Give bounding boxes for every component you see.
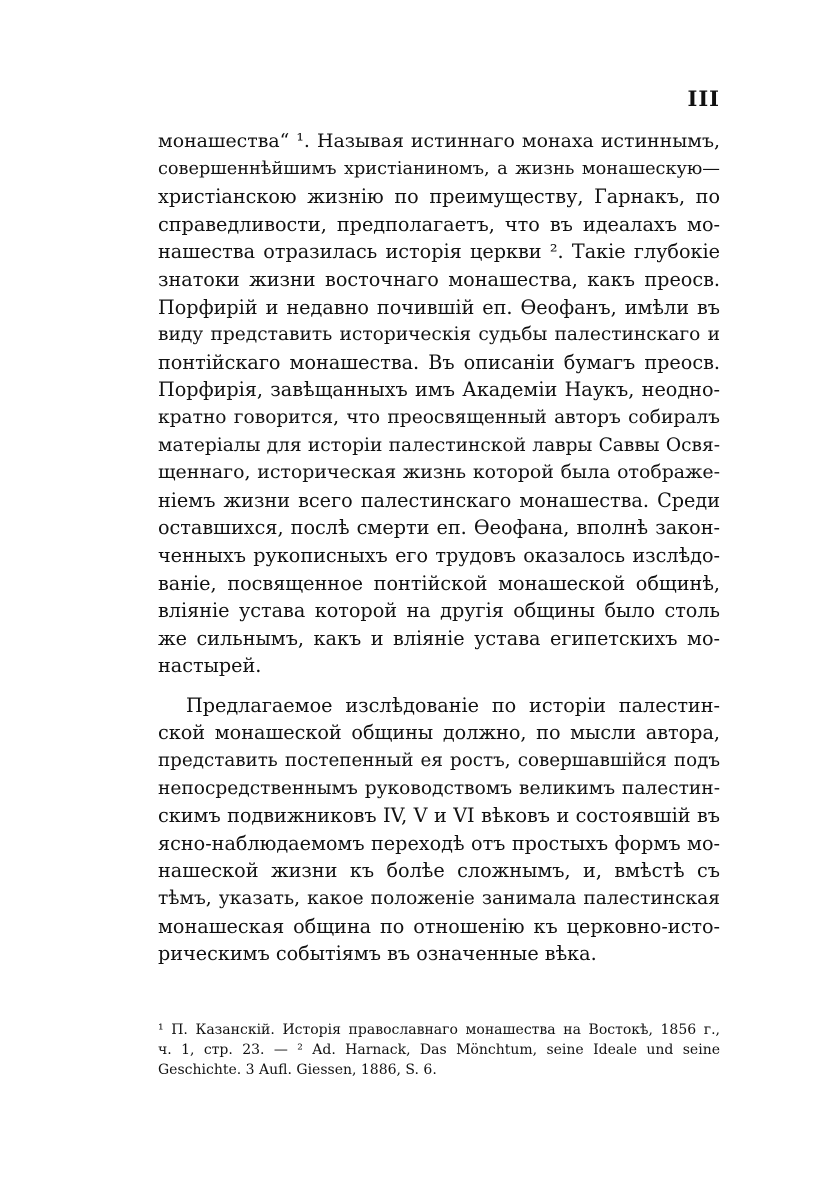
footnote-line: Geschichte. 3 Aufl. Giessen, 1886, S. 6. [158,1062,437,1078]
text-line: непосредственнымъ руководствомъ великимъ палестин- [158,777,720,799]
text-line: ніемъ жизни всего палестинскаго монашества. Среди [158,488,720,512]
text-line: кратно говорится, что преосвященный авторъ собиралъ [158,406,720,428]
text-line: монашества“ ¹. Называя истиннаго монаха истиннымъ, [158,130,720,152]
text-line: ясно-наблюдаемомъ переходѣ отъ простыхъ формъ мо- [158,831,720,855]
text-line: щеннаго, историческая жизнь которой была отображе- [158,461,720,484]
text-line: ваніе, посвященное понтійской монашеской общинѣ, [158,571,720,595]
text-line: матеріалы для исторіи палестинской лавры Саввы Освя- [158,434,720,456]
footnote-line: ¹ П. Казанскій. Исторія православнаго монашества на Востокѣ, 1856 г., [158,1022,720,1038]
page-number: III [687,86,720,111]
text-line: ской монашеской общины должно, по мысли автора, [158,721,720,745]
text-line: христіанскою жизнію по преимуществу, Гарнакъ, по [158,185,720,209]
text-line: Порфирія, завѣщанныхъ имъ Академіи Наукъ, неодно- [158,378,720,402]
text-line: виду представить историческія судьбы палестинскаго и [158,324,720,346]
text-line: скимъ подвижниковъ IV, V и VI вѣковъ и состоявшій въ [158,804,720,828]
text-line: оставшихся, послѣ смерти еп. Ѳеофана, вполнѣ закон- [158,516,720,540]
text-line: нашеской жизни къ болѣе сложнымъ, и, вмѣстѣ съ [158,859,720,883]
footnote-line: ч. 1, стр. 23. — ² Ad. Harnack, Das Mönchtum, seine Ideale und seine [158,1042,720,1058]
text-line: понтійскаго монашества. Въ описаніи бумагъ преосв. [158,350,720,374]
text-line: справедливости, предполагаетъ, что въ идеалахъ мо- [158,212,720,236]
text-line: знатоки жизни восточнаго монашества, какъ преосв. [158,267,720,291]
paragraph-1 [158,128,720,680]
text-line: тѣмъ, указать, какое положеніе занимала палестинская [158,888,720,910]
paragraph-spacer [158,680,720,692]
text-line: ченныхъ рукописныхъ его трудовъ оказалось изслѣдо- [158,543,720,567]
body-text [158,128,720,968]
text-line: настырей. [158,654,262,678]
text-line: рическимъ событіямъ въ означенные вѣка. [158,942,597,966]
footnotes [158,1020,720,1080]
text-line: Предлагаемое изслѣдованіе по исторіи палестин- [186,693,720,717]
text-line: представить постепенный ея ростъ, совершавшійся подъ [158,750,720,772]
text-line: монашеская община по отношенію къ церковно-исто- [158,914,720,938]
text-line: Порфирій и недавно почившій еп. Ѳеофанъ, имѣли въ [158,295,720,319]
text-line: совершеннѣйшимъ христіаниномъ, а жизнь монашескую— [158,158,720,179]
text-line: вліяніе устава которой на другія общины было столь [158,599,720,623]
paragraph-2 [158,692,720,968]
text-line: же сильнымъ, какъ и вліяніе устава египетскихъ мо- [158,626,720,650]
text-line: нашества отразилась исторія церкви ². Такіе глубокіе [158,240,720,264]
